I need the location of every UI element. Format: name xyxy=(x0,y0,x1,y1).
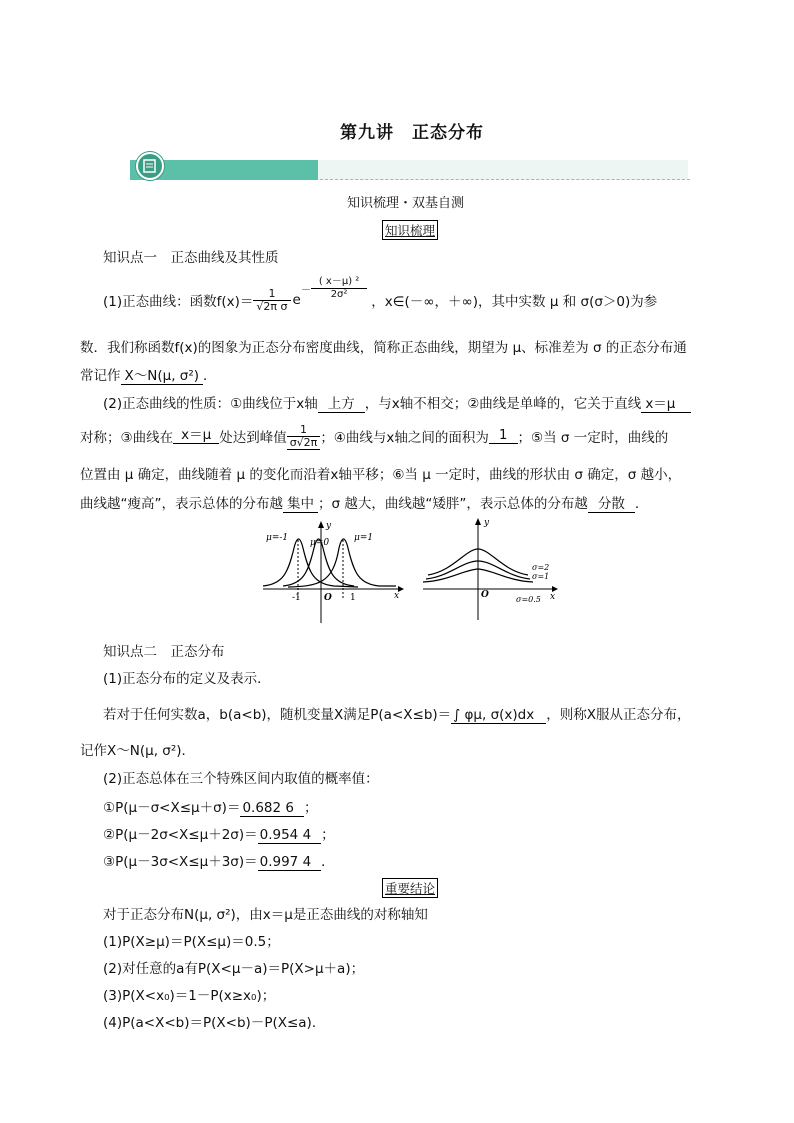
p5-a: 曲线越“瘦高”，表示总体的分布越 xyxy=(80,496,283,512)
conclusion-intro: 对于正态分布N(μ, σ²)，由x＝μ是正态曲线的对称轴知 xyxy=(103,907,428,923)
r3-a: ③P(μ－3σ<X≤μ＋3σ)＝ xyxy=(103,854,258,870)
kp1-title: 知识点一 正态曲线及其性质 xyxy=(103,250,279,266)
p3-fraction xyxy=(287,424,321,450)
p1-exp-num: ( x－μ) ² xyxy=(311,276,367,289)
p1-d: 常记作 xyxy=(80,368,121,384)
blank-prob-2: 0.954 4 xyxy=(258,828,322,844)
label-x: x xyxy=(394,591,400,601)
p3-frac-num: 1 xyxy=(287,424,321,437)
q4-line: (2)正态总体在三个特殊区间内取值的概率值： xyxy=(103,771,379,787)
prob-line-3 xyxy=(103,850,335,871)
p3-a2: 处达到峰值 xyxy=(219,430,287,446)
section-header: 知识梳理・双基自测 xyxy=(347,196,465,211)
p3-a: 对称；③曲线在 xyxy=(80,430,174,446)
p3-line xyxy=(80,420,668,452)
p1-frac-num: 1 xyxy=(253,288,290,301)
q3-line: 记作X～N(μ, σ²)． xyxy=(80,743,196,759)
page-title: 第九讲 正态分布 xyxy=(340,123,484,143)
p1-line2: 数．我们称函数f(x)的图象为正态分布密度曲线，简称正态曲线，期望为 μ、标准差为 σ 的正态分布通 xyxy=(80,340,687,356)
label-mu-1: μ=1 xyxy=(354,533,374,543)
blank-dispersed: 分散 xyxy=(588,497,635,513)
r2-a: ②P(μ－2σ<X≤μ＋2σ)＝ xyxy=(103,827,258,843)
p1-fraction xyxy=(253,288,290,313)
label-sigma-2: σ=2 xyxy=(532,563,550,572)
p2-a2: ，与x轴不相交；②曲线是单峰的，它关于直线 xyxy=(364,396,642,412)
r1-c: ； xyxy=(303,800,318,816)
label-mu-0: μ=0 xyxy=(310,538,330,548)
notebook-icon xyxy=(136,152,164,180)
label-y: y xyxy=(484,518,490,528)
kp2-title: 知识点二 正态分布 xyxy=(103,644,225,660)
p2-line xyxy=(103,392,691,413)
tick-1: 1 xyxy=(350,593,356,603)
label-mu-neg1: μ=-1 xyxy=(266,533,289,543)
blank-axis: x＝μ xyxy=(641,397,691,413)
label-y: y xyxy=(326,521,332,531)
p3-frac-den: σ√2π xyxy=(289,436,318,449)
tick-neg1: -1 xyxy=(292,593,301,603)
label-origin: O xyxy=(324,593,332,603)
label-x: x xyxy=(550,592,556,602)
q2-a: 若对于任何实数a，b(a<b)，随机变量X满足P(a<X≤b)＝ xyxy=(103,707,452,723)
p1-line3 xyxy=(80,364,217,385)
label-origin: O xyxy=(481,590,489,600)
blank-prob-1: 0.682 6 xyxy=(240,801,304,817)
p1-exp-den: 2σ² xyxy=(330,288,348,300)
p1-exponent xyxy=(311,276,367,301)
r1-a: ①P(μ－σ<X≤μ＋σ)＝ xyxy=(103,800,241,816)
r3-c: ． xyxy=(321,854,335,870)
p1-text-a: (1)正态曲线：函数f(x)＝ xyxy=(103,294,254,310)
figure-mu-shift xyxy=(258,518,408,628)
p1-line1: (1)正态曲线：函数f(x)＝ $\frac{1}{\text{√2π σ}}$ e － $\frac{\text{( x－μ) ²}}{\text{2σ²}}$ ，x∈(－∞，＋∞)，其中实数 μ 和 σ(σ＞0)为参 xyxy=(103,275,658,313)
label-sigma-1: σ=1 xyxy=(532,572,550,581)
p1-text-b: ，x∈(－∞，＋∞)，其中实数 μ 和 σ(σ＞0)为参 xyxy=(371,294,658,310)
p4-line: 位置由 μ 确定，曲线随着 μ 的变化而沿着x轴平移；⑥当 μ 一定时，曲线的形状由 σ 确定，σ 越小， xyxy=(80,467,682,483)
p1-e: e xyxy=(292,292,301,308)
p3-a3: ；④曲线与x轴之间的面积为 xyxy=(320,430,489,446)
blank-peak-x: x＝μ xyxy=(173,428,219,444)
label-sigma-05: σ=0.5 xyxy=(516,595,541,604)
q2-line xyxy=(103,703,690,724)
section-banner xyxy=(130,150,690,182)
p5-a3: ． xyxy=(634,496,649,512)
blank-concentrated: 集中 xyxy=(283,497,318,513)
p2-a: (2)正态曲线的性质：①曲线位于x轴 xyxy=(103,396,318,412)
blank-notation: X～N(μ, σ²) xyxy=(121,369,204,385)
blank-integral: ∫ φμ, σ(x)dx xyxy=(451,708,546,724)
section-box-knowledge: 知识梳理 xyxy=(382,220,438,240)
q1-line: (1)正态分布的定义及表示． xyxy=(103,671,271,687)
r2-c: ； xyxy=(321,827,335,843)
p5-line xyxy=(80,492,648,513)
q2-c: ，则称X服从正态分布， xyxy=(546,707,691,723)
conclusion-4: (4)P(a<X<b)＝P(X<b)－P(X≤a)． xyxy=(103,1015,326,1031)
p5-a2: ；σ 越大，曲线越“矮胖”，表示总体的分布越 xyxy=(318,496,588,512)
section-box-conclusions: 重要结论 xyxy=(382,878,438,898)
conclusion-3: (3)P(X<x₀)＝1－P(x≥x₀)； xyxy=(103,988,276,1004)
p3-a4: ；⑤当 σ 一定时，曲线的 xyxy=(517,430,669,446)
blank-prob-3: 0.997 4 xyxy=(258,855,322,871)
p1-d-end: ． xyxy=(203,368,217,384)
blank-area: 1 xyxy=(489,428,518,444)
conclusion-2: (2)对任意的a有P(X<μ－a)＝P(X>μ＋a)； xyxy=(103,961,365,977)
conclusion-1: (1)P(X≥μ)＝P(X≤μ)＝0.5； xyxy=(103,934,280,950)
blank-above: 上方 xyxy=(318,397,365,413)
prob-line-2 xyxy=(103,823,335,844)
p1-frac-den: √2π σ xyxy=(256,299,288,313)
prob-line-1 xyxy=(103,796,317,817)
figure-sigma xyxy=(418,515,568,625)
